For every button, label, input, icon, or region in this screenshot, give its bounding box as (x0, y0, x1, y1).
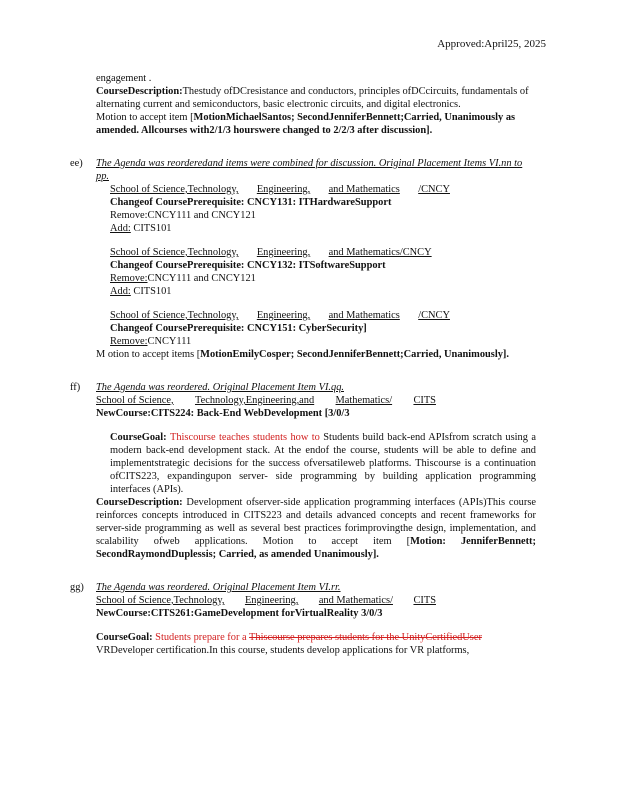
remove-line: Remove:CNCY111 and CNCY121 (110, 210, 256, 221)
course-goal-label: CourseGoal: (96, 632, 156, 643)
school-part: Technology,Engineering,and (194, 395, 315, 406)
remove-line (110, 272, 536, 285)
school-line (110, 309, 450, 322)
prerequisite-change (110, 322, 536, 335)
add-label: Add: (110, 286, 131, 297)
add-text: CITS101 (130, 286, 172, 297)
school-line (96, 594, 436, 607)
item-label: ee) (70, 158, 83, 169)
course-goal-text: Students build back-end APIsfrom scratch using a modern back-end development stack. At the endof the course, students will be able to define and implementstrategic decisions for the success ofversatileweb platforms. Thiscourse is a continuation ofCITS223, expandingupon server- side programming by building application programming interfaces (APIs). (110, 432, 536, 495)
school-part: CITS (413, 395, 436, 406)
remove-line (110, 335, 536, 348)
school-part: /CNCY (418, 184, 450, 195)
school-part: School of Science, (96, 395, 174, 406)
course-description (96, 85, 536, 111)
school-part: School of Science,Technology, (110, 310, 239, 321)
school-part: School of Science,Technology, (110, 247, 239, 258)
agenda-note: The Agenda was reordered. Original Placement Item VI.qq. (96, 382, 344, 393)
prerequisite-change-text: Changeof CoursePrerequisite: CNCY131: ITHardwareSupport (110, 197, 392, 208)
school-part: and Mathematics (328, 310, 400, 321)
course-goal-inserted: Students prepare for a (155, 632, 250, 643)
new-course-text: NewCourse:CITS224: Back-End WebDevelopment [3/0/3 (96, 408, 350, 419)
school-part: Engineering, (256, 247, 311, 258)
add-text: CITS101 (130, 223, 172, 234)
motion-paragraph (96, 111, 536, 137)
motion-result: Motion: JenniferBennett; SecondRaymondDuplessis; Carried, as amended Unanimously]. (96, 536, 536, 560)
engagement-text: engagement . (96, 73, 152, 84)
course-goal-inserted: Thiscourse teaches students how to (169, 432, 320, 443)
course-goal-continued: VRDeveloper certification.In this course, students develop applications for VR platforms, (96, 645, 470, 656)
school-part: Engineering, (244, 595, 299, 606)
agenda-item-ff (70, 381, 536, 561)
remove-label: Remove: (110, 273, 148, 284)
agenda-note: The Agenda was reorderedand items were combined for discussion. Original Placement Items VI.nn to pp. (96, 158, 523, 182)
motion-text: Motion to accept item [ (96, 112, 194, 123)
course-goal-deleted: Thiscourse prepares students for the UnityCertifiedUser (249, 632, 482, 643)
prerequisite-change (110, 196, 536, 209)
prerequisite-change (110, 259, 536, 272)
remove-label: Remove: (110, 336, 148, 347)
new-course-text: NewCourse:CITS261:GameDevelopment forVirtualReality 3/0/3 (96, 608, 383, 619)
school-part: School of Science,Technology, (110, 184, 239, 195)
new-course-line (96, 607, 536, 620)
school-line (96, 394, 436, 407)
school-part: CITS (413, 595, 436, 606)
school-line (110, 246, 450, 259)
motion-paragraph (96, 348, 536, 361)
school-part: and Mathematics/ (318, 595, 393, 606)
agenda-note: The Agenda was reordered. Original Placement Item VI.rr. (96, 582, 341, 593)
add-label: Add: (110, 223, 131, 234)
school-line (110, 183, 450, 196)
new-course-line (96, 407, 536, 420)
course-description-text: Thestudy ofDCresistance and conductors, principles ofDCcircuits, fundamentals of alternating current and semiconductors, basic electronic circuits, and digital electronics. (96, 86, 529, 110)
add-line (110, 222, 536, 235)
motion-text: M otion to accept items [ (96, 349, 201, 360)
item-label: ff) (70, 382, 81, 393)
agenda-item-gg (70, 581, 536, 657)
course-description-text: Development ofserver-side application programming interfaces (APIs)This course reinforces concepts introduced in CITS223 and details advanced concepts and recent frameworks for server-side programming as well as several best practices forimprovingthe design, implementation, and scalability ofweb applications. Motion to accept item [ (96, 497, 536, 547)
approval-date: Approved:April25, 2025 (437, 38, 546, 50)
agenda-item-ee (70, 157, 536, 361)
course-goal-label: CourseGoal: (110, 432, 170, 443)
remove-text: CNCY111 and CNCY121 (147, 273, 256, 284)
school-part: Mathematics/ (335, 395, 393, 406)
course-description-label: CourseDescription: (96, 86, 183, 97)
school-part: and Mathematics/CNCY (328, 247, 432, 258)
course-description-label: CourseDescription: (96, 497, 183, 508)
school-part: /CNCY (418, 310, 450, 321)
school-part: Engineering, (256, 184, 311, 195)
course-goal (110, 431, 536, 496)
minutes-body (70, 72, 536, 657)
school-part: School of Science,Technology, (96, 595, 225, 606)
prerequisite-change-text: Changeof CoursePrerequisite: CNCY151: CyberSecurity] (110, 323, 367, 334)
add-line (110, 285, 536, 298)
course-description (96, 496, 536, 561)
course-goal (96, 631, 536, 644)
school-part: and Mathematics (328, 184, 400, 195)
motion-result: MotionMichaelSantos; SecondJenniferBennett;Carried, Unanimously as amended. Allcourses with2/1/3 hourswere changed to 2/2/3 after discussion]. (96, 112, 516, 136)
school-part: Engineering, (256, 310, 311, 321)
motion-result: MotionEmilyCosper; SecondJenniferBennett;Carried, Unanimously]. (200, 349, 509, 360)
item-label: gg) (70, 582, 84, 593)
prerequisite-change-text: Changeof CoursePrerequisite: CNCY132: ITSoftwareSupport (110, 260, 386, 271)
remove-text: CNCY111 (147, 336, 192, 347)
